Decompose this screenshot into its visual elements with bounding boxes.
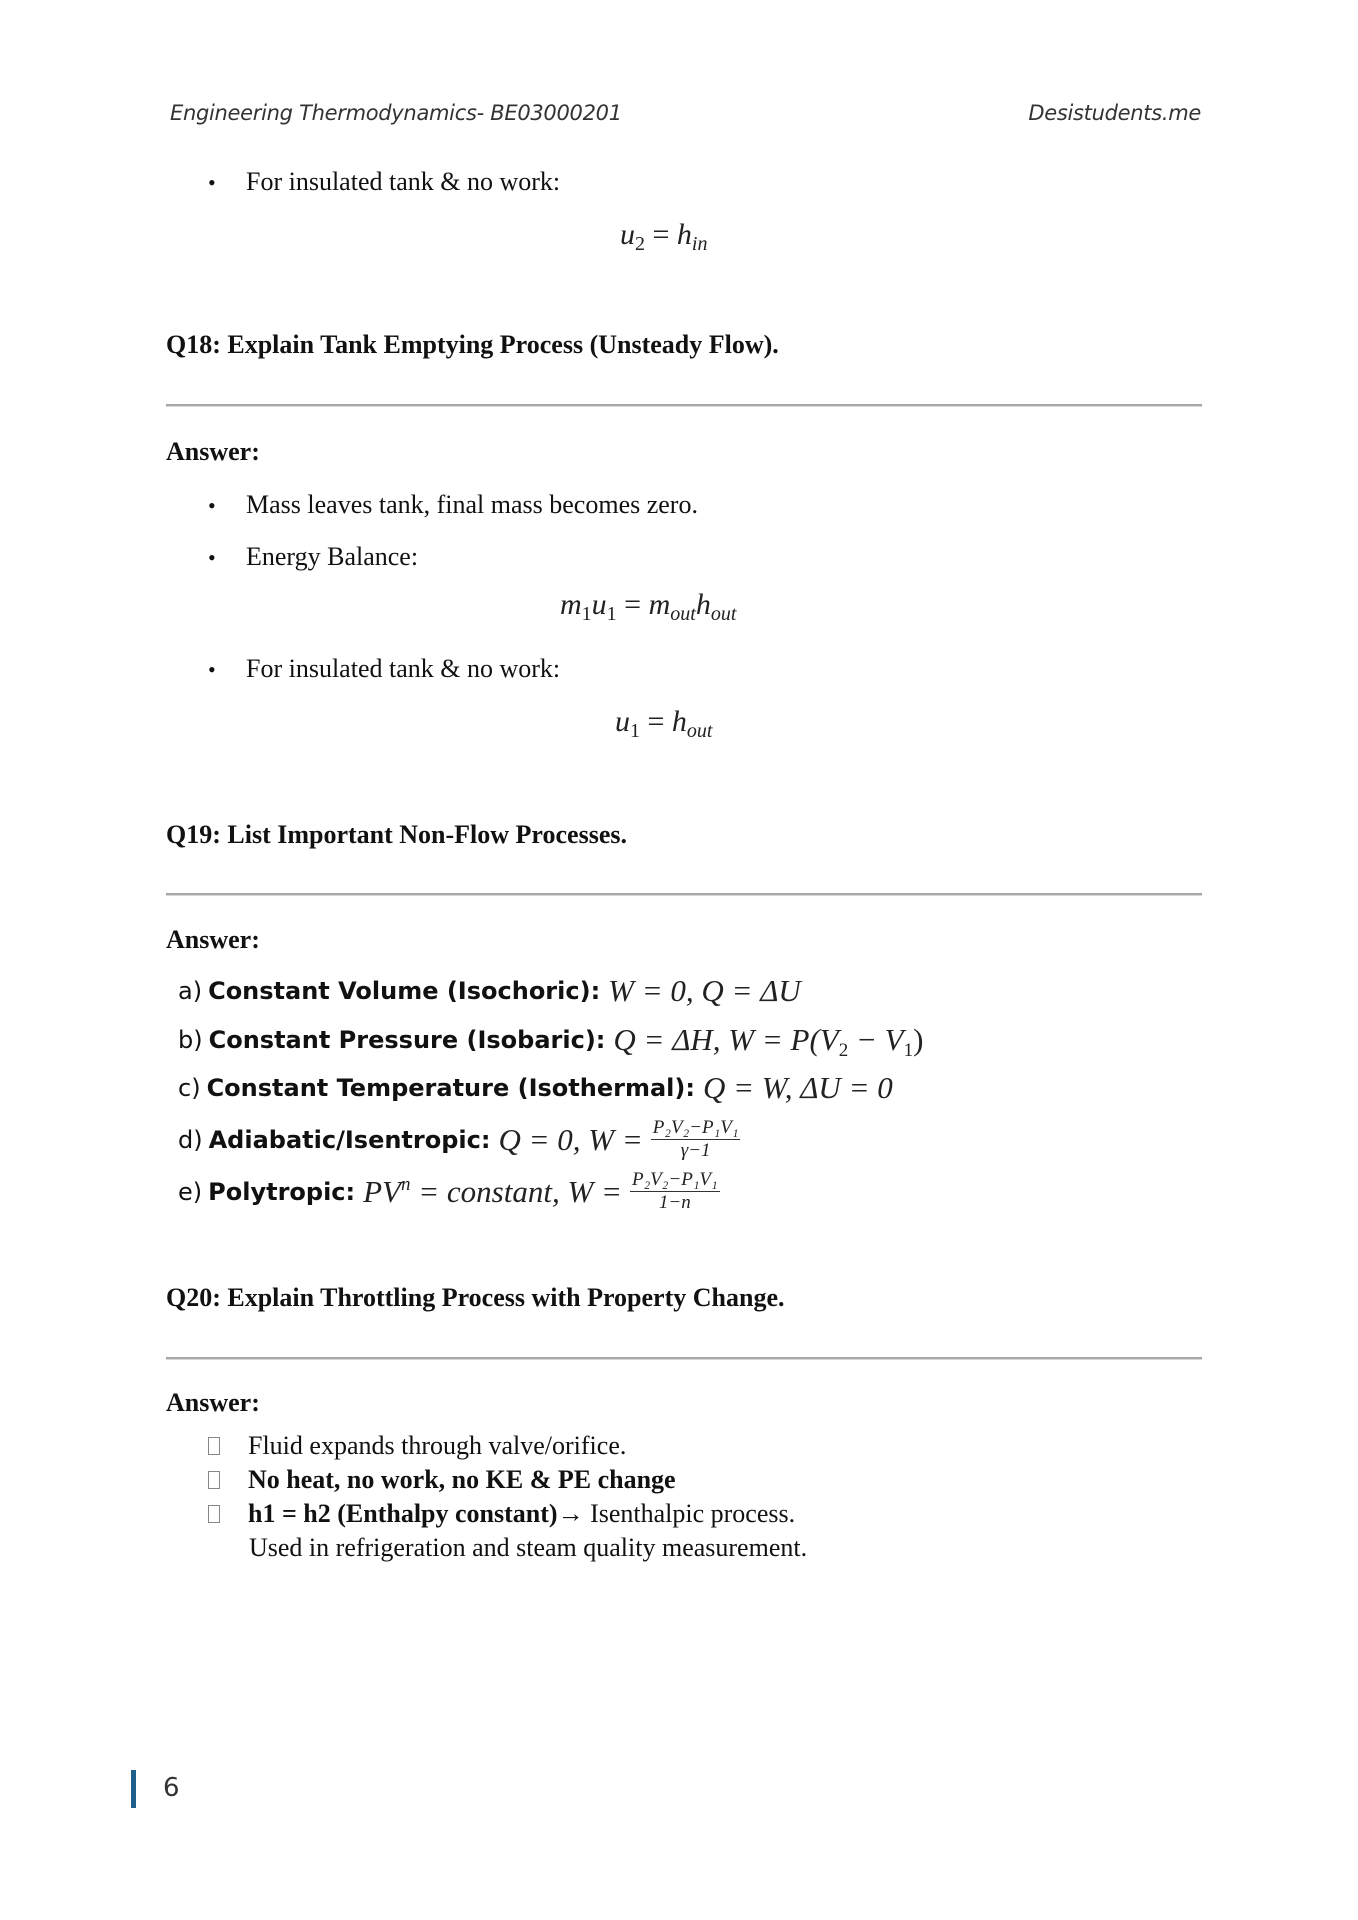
list-item (208, 490, 698, 521)
list-item (208, 542, 418, 573)
equation-u2-hin: $u_2 = h_{in}$ (620, 218, 708, 255)
list-item (208, 654, 560, 685)
list-item: Fluid expands through valve/orifice. (208, 1429, 626, 1463)
equation-energy-balance: $m_1u_1 = m_{out}h_{out}$ (560, 588, 737, 625)
bullet-icon: • (208, 493, 216, 518)
divider (166, 1357, 1202, 1359)
missing-glyph-box-icon (208, 1471, 220, 1489)
header-site-name: Desistudents.me (1028, 101, 1201, 125)
page-number: 6 (163, 1773, 180, 1803)
answer-label: Answer: (166, 1388, 260, 1417)
process-item-isobaric: b) Constant Pressure (Isobaric): Q = ΔH, $W = P(V_2 - V_1)$ (178, 1022, 924, 1061)
question-title-q18: Q18: Explain Tank Emptying Process (Unsteady Flow). (166, 330, 779, 359)
process-item-polytropic: e) Polytropic: $PV^n$ = constant, W = $\frac{\text{P₂V₂−P₁V₁}}{1-n}$ (178, 1169, 718, 1213)
list-item (208, 167, 560, 198)
footer-accent-bar (131, 1770, 136, 1808)
process-item-isothermal: c) Constant Temperature (Isothermal): Q = W, ΔU = 0 (178, 1070, 893, 1105)
missing-glyph-box-icon (208, 1505, 220, 1523)
list-item-text: Energy Balance: (246, 542, 419, 571)
question-title-q20: Q20: Explain Throttling Process with Property Change. (166, 1283, 785, 1312)
process-item-isochoric: a) Constant Volume (Isochoric): W = 0, Q = ΔU (178, 973, 801, 1008)
fraction: $\frac{\text{P₂V₂−P₁V₁}}{\gamma-1}$ (652, 1117, 739, 1161)
process-item-adiabatic: d) Adiabatic/Isentropic: Q = 0, W = $\frac{\text{P₂V₂−P₁V₁}}{\gamma-1}$ (178, 1117, 739, 1161)
list-item-continuation: Used in refrigeration and steam quality measurement. (249, 1533, 808, 1562)
divider (166, 893, 1202, 895)
bullet-icon: • (208, 657, 216, 682)
question-title-q19: Q19: List Important Non-Flow Processes. (166, 820, 627, 849)
bullet-icon: • (208, 170, 216, 195)
fraction: $\frac{\text{P₂V₂−P₁V₁}}{1-n}$ (631, 1169, 718, 1213)
list-item-text: For insulated tank & no work: (246, 167, 561, 196)
missing-glyph-box-icon (208, 1437, 220, 1455)
list-item-text: For insulated tank & no work: (246, 654, 561, 683)
list-item: h1 = h2 (Enthalpy constant) → Isenthalpic process. (208, 1497, 795, 1531)
header-course-title: Engineering Thermodynamics- BE03000201 (170, 101, 622, 125)
list-item: No heat, no work, no KE & PE change (208, 1463, 676, 1497)
divider (166, 404, 1202, 406)
equation-u1-hout: $u_1 = h_{out}$ (615, 705, 713, 742)
bullet-icon: • (208, 545, 216, 570)
answer-label: Answer: (166, 437, 260, 466)
list-item-text: Mass leaves tank, final mass becomes zero. (246, 490, 698, 519)
answer-label: Answer: (166, 925, 260, 954)
